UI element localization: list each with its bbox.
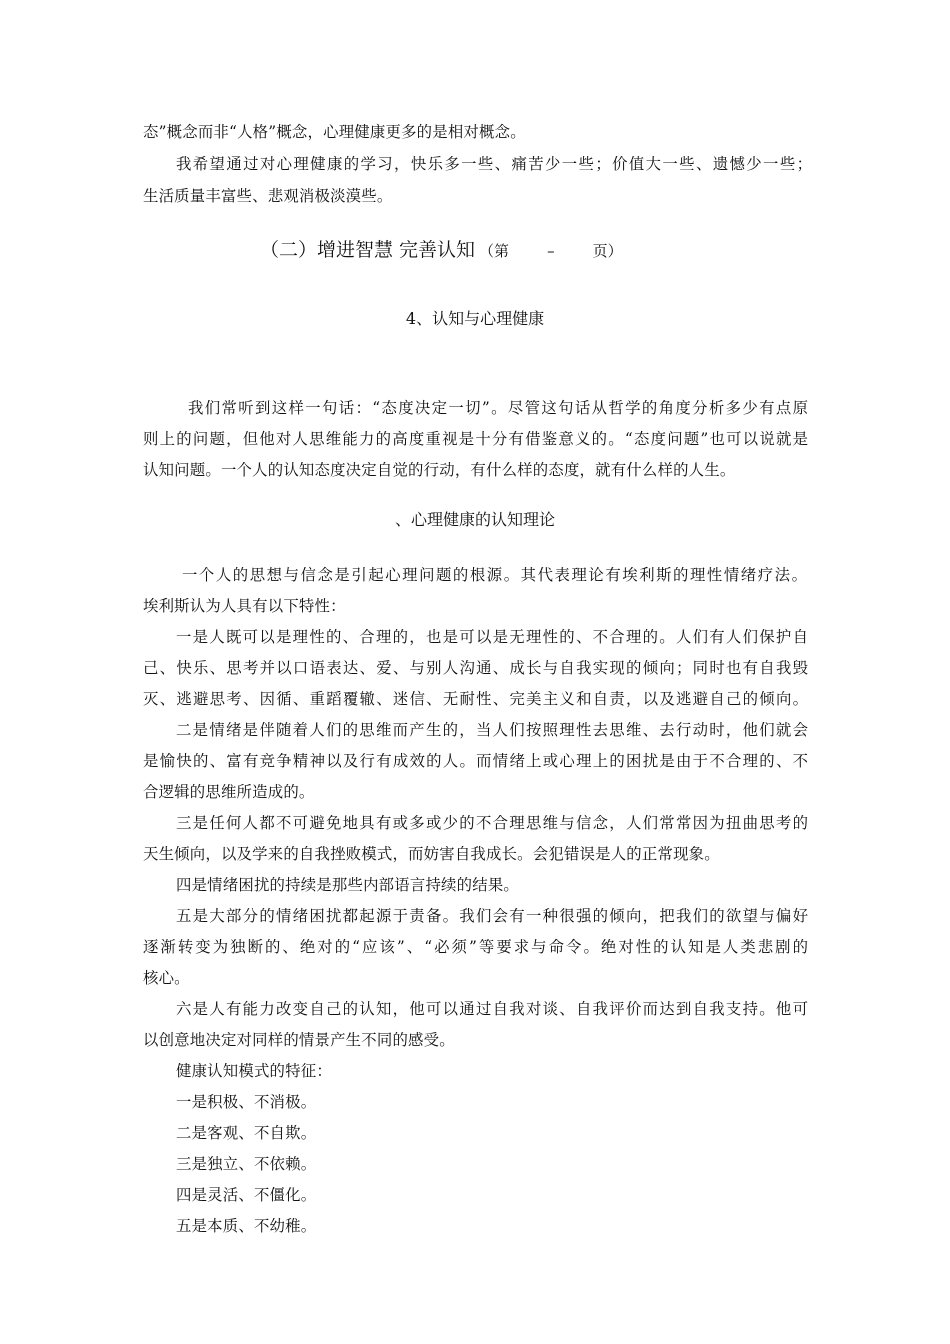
body-line-11: 四是情绪困扰的持续是那些内部语言持续的结果。 <box>176 876 519 894</box>
para1-line-1: 我们常听到这样一句话：“态度决定一切”。尽管这句话从哲学的角度分析多少有点原 <box>188 399 808 417</box>
body-line-1: 一个人的思想与信念是引起心理问题的根源。其代表理论有埃利斯的理性情绪疗法。 <box>182 566 807 584</box>
body-line-12: 五是大部分的情绪困扰都起源于责备。我们会有一种很强的倾向，把我们的欲望与偏好 <box>176 907 808 925</box>
para1-line-3: 认知问题。一个人的认知态度决定自觉的行动，有什么样的态度，就有什么样的人生。 <box>143 461 736 479</box>
intro-line-1: 态”概念而非“人格”概念，心理健康更多的是相对概念。 <box>143 123 526 141</box>
body-line-17: 健康认知模式的特征： <box>176 1062 332 1080</box>
page-ref-open: （第 <box>479 242 510 260</box>
body-line-9: 三是任何人都不可避免地具有或多或少的不合理思维与信念，人们常常因为扭曲思考的 <box>176 814 808 832</box>
body-line-2: 埃利斯认为人具有以下特性： <box>143 597 346 615</box>
body-line-7: 是愉快的、富有竞争精神以及行有成效的人。而情绪上或心理上的困扰是由于不合理的、不 <box>143 752 808 770</box>
body-line-8: 合逻辑的思维所造成的。 <box>143 783 315 801</box>
section-title-text: （二）增进智慧 完善认知 <box>260 239 476 261</box>
body-line-13: 逐渐转变为独断的、绝对的“应该”、“必须”等要求与命令。绝对性的认知是人类悲剧的 <box>143 938 808 956</box>
page-ref-dash: – <box>547 242 555 260</box>
intro-line-3: 生活质量丰富些、悲观消极淡漠些。 <box>143 187 393 205</box>
intro-line-2: 我希望通过对心理健康的学习，快乐多一些、痛苦少一些；价值大一些、遗憾少一些； <box>176 155 812 173</box>
body-line-22: 五是本质、不幼稚。 <box>176 1217 317 1235</box>
body-line-5: 灭、逃避思考、因循、重蹈覆辙、迷信、无耐性、完美主义和自责，以及逃避自己的倾向。 <box>143 690 808 708</box>
section-title <box>260 238 623 263</box>
body-line-6: 二是情绪是伴随着人们的思维而产生的，当人们按照理性去思维、去行动时，他们就会 <box>176 721 808 739</box>
body-line-4: 己、快乐、思考并以口语表达、爱、与别人沟通、成长与自我实现的倾向；同时也有自我毁 <box>143 659 808 677</box>
body-line-10: 天生倾向，以及学来的自我挫败模式，而妨害自我成长。会犯错误是人的正常现象。 <box>143 845 720 863</box>
body-line-20: 三是独立、不依赖。 <box>176 1155 317 1173</box>
body-line-3: 一是人既可以是理性的、合理的，也是可以是无理性的、不合理的。人们有人们保护自 <box>176 628 808 646</box>
subheading: 4、认知与心理健康 <box>405 309 545 328</box>
body-line-18: 一是积极、不消极。 <box>176 1093 317 1111</box>
body-line-21: 四是灵活、不僵化。 <box>176 1186 317 1204</box>
body-line-15: 六是人有能力改变自己的认知，他可以通过自我对谈、自我评价而达到自我支持。他可 <box>176 1000 808 1018</box>
body-line-16: 以创意地决定对同样的情景产生不同的感受。 <box>143 1031 455 1049</box>
subheading-2: 、心理健康的认知理论 <box>394 510 555 529</box>
body-line-14: 核心。 <box>143 969 190 987</box>
body-line-19: 二是客观、不自欺。 <box>176 1124 317 1142</box>
para1-line-2: 则上的问题，但他对人思维能力的高度重视是十分有借鉴意义的。“态度问题”也可以说就是 <box>143 430 808 448</box>
page-ref-close: 页） <box>592 242 623 260</box>
